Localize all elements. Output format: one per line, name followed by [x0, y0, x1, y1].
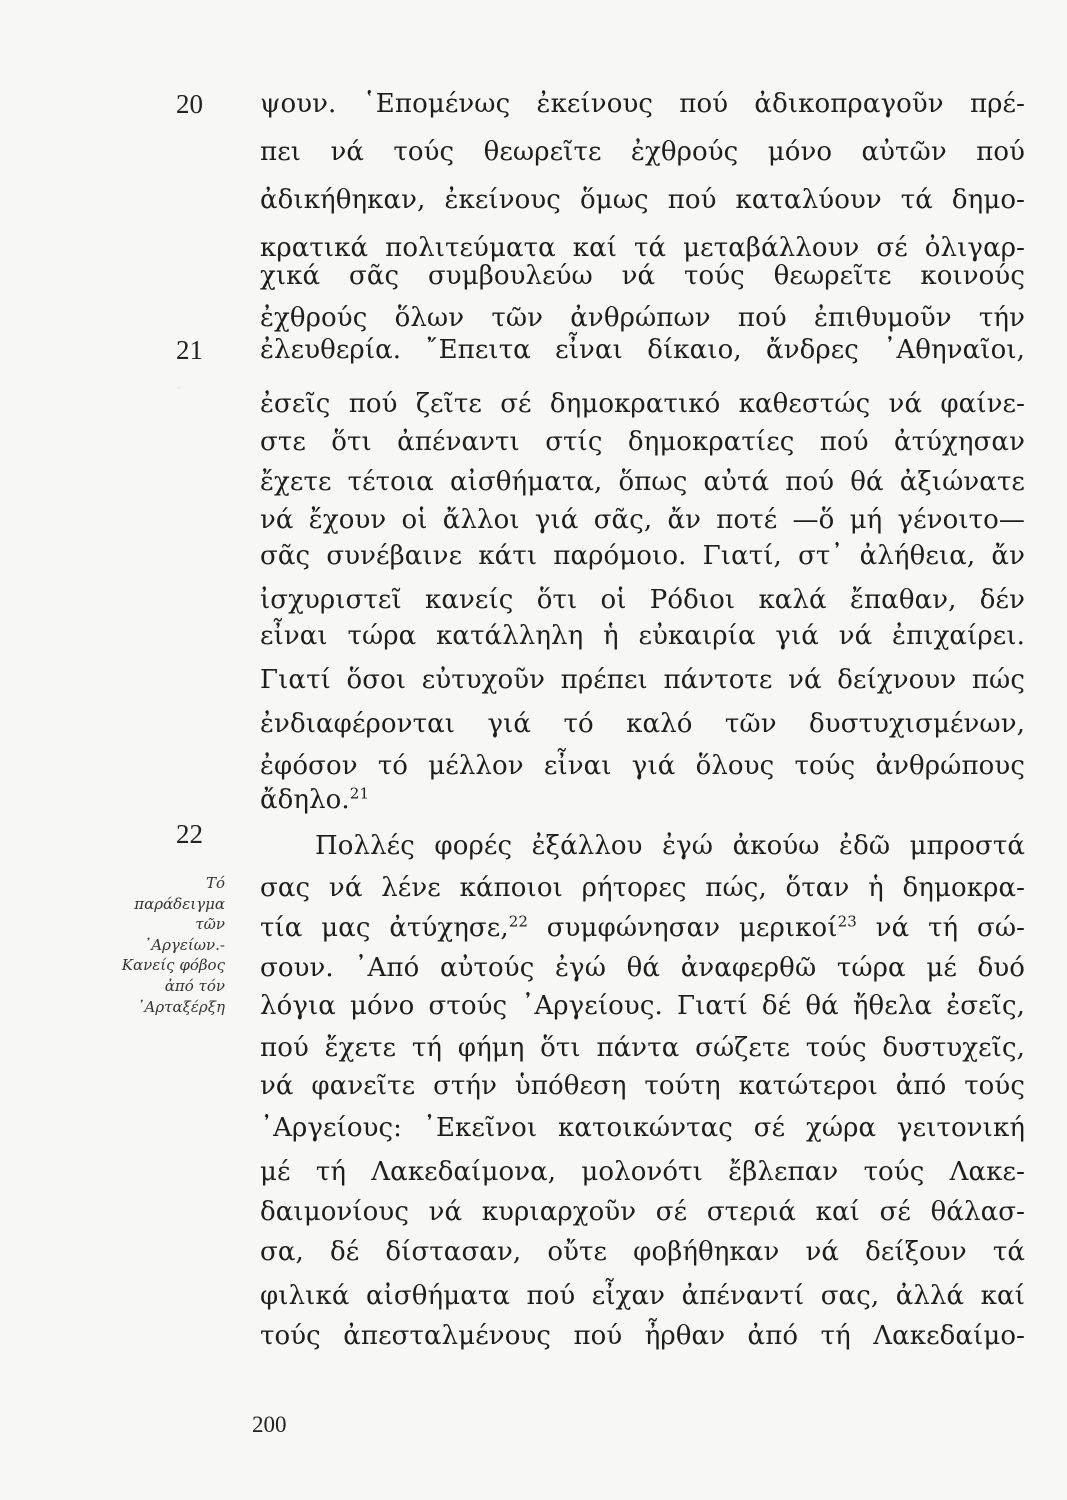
text-line	[260, 908, 1025, 948]
margin-note-line: Κανείς φόβος	[121, 956, 225, 975]
footnote-ref: 21	[349, 784, 370, 803]
text-line: Πολλές φορές ἐξάλλου ἐγώ ἀκούω ἐδῶ μπροστά	[315, 831, 1025, 861]
margin-note-line: ᾿Αρταξέρξη	[137, 997, 225, 1016]
footnote-ref: 23	[837, 912, 857, 931]
text-line: ἔχετε τέτοια αἰσθήματα, ὅπως αὐτά πού θά ἀξιώνατε	[260, 467, 1025, 497]
text-segment: νά τή σώ-	[856, 913, 1025, 943]
text-line: κρατικά πολιτεύματα καί τά μεταβάλλουν σέ ὀλιγαρ-	[260, 233, 1025, 263]
margin-note-line: παράδειγμα	[134, 894, 225, 913]
section-number: 21	[176, 335, 203, 365]
text-segment: ἄδηλο.	[260, 785, 350, 815]
text-line: ἐνδιαφέρονται γιά τό καλό τῶν δυστυχισμένων,	[260, 709, 1025, 739]
footnote-ref: 22	[508, 912, 528, 931]
show-through-marks: ·	[175, 375, 183, 400]
text-line: φιλικά αἰσθήματα πού εἶχαν ἀπέναντί σας, ἀλλά καί	[260, 1281, 1025, 1311]
text-line: τούς ἀπεσταλμένους πού ἦρθαν ἀπό τή Λακεδαίμο-	[260, 1321, 1025, 1351]
text-line: σα, δέ δίστασαν, οὔτε φοβήθηκαν νά δείξουν τά	[260, 1237, 1025, 1267]
section-number: 20	[176, 89, 203, 119]
text-line: σουν. ᾿Από αὐτούς ἐγώ θά ἀναφερθῶ τώρα μέ δυό	[260, 953, 1025, 983]
text-line: μέ τή Λακεδαίμονα, μολονότι ἔβλεπαν τούς Λακε-	[260, 1157, 1025, 1187]
text-line: ἐφόσον τό μέλλον εἶναι γιά ὅλους τούς ἀνθρώπους	[260, 751, 1025, 781]
text-line: ἐχθρούς ὅλων τῶν ἀνθρώπων πού ἐπιθυμοῦν τήν	[260, 303, 1025, 333]
text-line: σᾶς συνέβαινε κάτι παρόμοιο. Γιατί, στ᾿ ἀλήθεια, ἄν	[260, 541, 1025, 571]
margin-note-line: ἀπό τόν	[164, 976, 225, 995]
text-line: νά ἔχουν οἱ ἄλλοι γιά σᾶς, ἄν ποτέ —ὅ μή γένοιτο—	[260, 505, 1025, 535]
text-line: ἐλευθερία. ῎Επειτα εἶναι δίκαιο, ἄνδρες ᾿Αθηναῖοι,	[260, 335, 1025, 365]
margin-note	[100, 873, 225, 1017]
section-number: 22	[176, 819, 203, 849]
text-line: πού ἔχετε τή φήμη ὅτι πάντα σώζετε τούς δυστυχεῖς,	[260, 1033, 1025, 1063]
text-segment: τία μας ἀτύχησε,	[260, 913, 509, 943]
text-line: ἰσχυριστεῖ κανείς ὅτι οἱ Ρόδιοι καλά ἔπαθαν, δέν	[260, 585, 1025, 615]
text-line: νά φανεῖτε στήν ὑπόθεση τούτη κατώτεροι ἀπό τούς	[260, 1071, 1025, 1101]
text-line: ᾿Αργείους: ᾿Εκεῖνοι κατοικώντας σέ χώρα γειτονική	[260, 1113, 1025, 1143]
text-line: ἀδικήθηκαν, ἐκείνους ὅμως πού καταλύουν τά δημο-	[260, 185, 1025, 215]
text-line	[260, 780, 1025, 820]
text-line: εἶναι τώρα κατάλληλη ἡ εὐκαιρία γιά νά ἐπιχαίρει.	[260, 621, 1025, 651]
margin-note-line: τῶν	[195, 915, 225, 934]
margin-note-line: ᾿Αργείων.-	[143, 935, 225, 954]
text-line: Γιατί ὅσοι εὐτυχοῦν πρέπει πάντοτε νά δείχνουν πώς	[260, 665, 1025, 695]
text-line: σας νά λένε κάποιοι ρήτορες πώς, ὅταν ἡ δημοκρα-	[260, 873, 1025, 903]
text-line: στε ὅτι ἀπέναντι στίς δημοκρατίες πού ἀτύχησαν	[260, 427, 1025, 457]
text-segment: συμφώνησαν μερικοί	[528, 913, 838, 943]
text-line: πει νά τούς θεωρεῖτε ἐχθρούς μόνο αὐτῶν πού	[260, 137, 1025, 167]
text-line: ψουν. ῾Επομένως ἐκείνους πού ἀδικοπραγοῦν πρέ-	[260, 89, 1025, 119]
margin-note-line: Τό	[205, 874, 225, 892]
page-number: 200	[252, 1412, 287, 1437]
text-line: λόγια μόνο στούς ᾿Αργείους. Γιατί δέ θά ἤθελα ἐσεῖς,	[260, 991, 1025, 1021]
text-line: ἐσεῖς πού ζεῖτε σέ δημοκρατικό καθεστώς νά φαίνε-	[260, 389, 1025, 419]
text-line: χικά σᾶς συμβουλεύω νά τούς θεωρεῖτε κοινούς	[260, 261, 1025, 291]
text-line: δαιμονίους νά κυριαρχοῦν σέ στεριά καί σέ θάλασ-	[260, 1197, 1025, 1227]
